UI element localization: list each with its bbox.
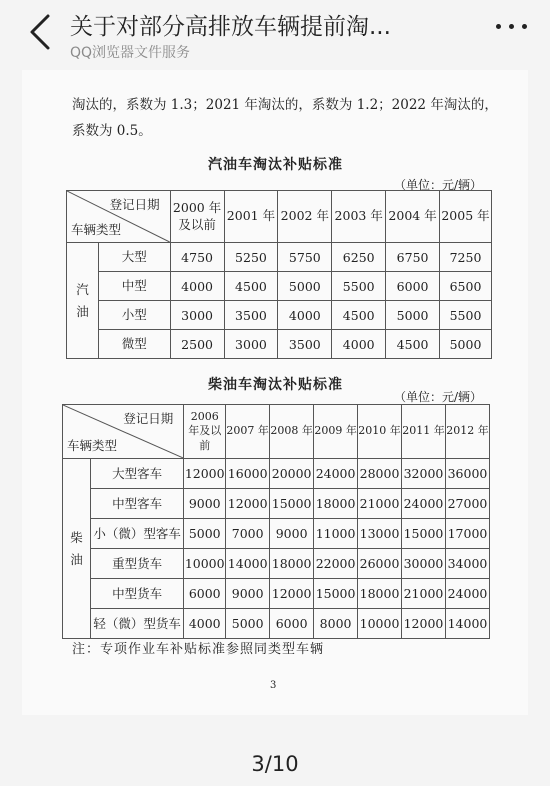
subsidy-value-cell: 36000 (445, 459, 489, 489)
fuel-group-label: 汽油 (67, 243, 99, 359)
subsidy-value-cell: 5500 (440, 301, 492, 330)
diesel-subsidy-table (62, 404, 490, 639)
app-header (0, 0, 550, 66)
subsidy-value-cell: 4000 (332, 330, 386, 359)
subsidy-value-cell: 26000 (358, 549, 402, 579)
body-paragraph: 淘汰的，系数为 1.3；2021 年淘汰的，系数为 1.2；2022 年淘汰的，系数为 0.5。 (72, 97, 498, 139)
subsidy-value-cell: 16000 (226, 459, 270, 489)
table-corner-header (63, 405, 184, 459)
subsidy-value-cell: 6000 (270, 609, 314, 639)
subsidy-value-cell: 13000 (358, 519, 402, 549)
gasoline-subsidy-table (66, 190, 492, 359)
vehicle-type-cell: 重型货车 (90, 549, 183, 579)
corner-date-label: 登记日期 (109, 197, 160, 212)
column-header: 2010 年 (358, 405, 402, 459)
subsidy-value-cell: 15000 (314, 579, 358, 609)
subsidy-value-cell: 3000 (224, 330, 278, 359)
subsidy-value-cell: 3500 (224, 301, 278, 330)
gasoline-table-caption: 汽油车淘汰补贴标准 (208, 157, 343, 173)
subsidy-value-cell: 18000 (270, 549, 314, 579)
table-row (63, 549, 490, 579)
column-header: 2001 年 (224, 191, 278, 243)
column-header: 2002 年 (278, 191, 332, 243)
table-row (67, 272, 492, 301)
document-page (22, 70, 528, 715)
table-footnote: 注：专项作业车补贴标准参照同类型车辆 (72, 642, 325, 657)
subsidy-value-cell: 4000 (184, 609, 226, 639)
subsidy-value-cell: 28000 (358, 459, 402, 489)
subsidy-value-cell: 5250 (224, 243, 278, 272)
subsidy-value-cell: 5750 (278, 243, 332, 272)
subsidy-value-cell: 9000 (226, 579, 270, 609)
subsidy-value-cell: 15000 (402, 519, 446, 549)
subsidy-value-cell: 6750 (386, 243, 440, 272)
subsidy-value-cell: 5000 (278, 272, 332, 301)
subsidy-value-cell: 15000 (270, 489, 314, 519)
subsidy-value-cell: 34000 (445, 549, 489, 579)
corner-type-label: 车辆类型 (71, 222, 122, 237)
subsidy-value-cell: 5500 (332, 272, 386, 301)
subsidy-value-cell: 18000 (358, 579, 402, 609)
table-corner-header (67, 191, 171, 243)
subsidy-value-cell: 9000 (270, 519, 314, 549)
subsidy-value-cell: 10000 (184, 549, 226, 579)
subsidy-value-cell: 24000 (445, 579, 489, 609)
subsidy-value-cell: 12000 (226, 489, 270, 519)
document-title: 关于对部分高排放车辆提前淘... (70, 14, 391, 40)
column-header: 2004 年 (386, 191, 440, 243)
table-row (67, 301, 492, 330)
vehicle-type-cell: 大型客车 (90, 459, 183, 489)
subsidy-value-cell: 22000 (314, 549, 358, 579)
vehicle-type-cell: 中型 (98, 272, 170, 301)
subsidy-value-cell: 8000 (314, 609, 358, 639)
subsidy-value-cell: 24000 (314, 459, 358, 489)
subsidy-value-cell: 12000 (402, 609, 446, 639)
page-number: 3 (270, 680, 277, 691)
vehicle-type-cell: 小（微）型客车 (90, 519, 183, 549)
table-row (63, 489, 490, 519)
column-header: 2009 年 (314, 405, 358, 459)
column-header: 2011 年 (402, 405, 446, 459)
column-header: 2006 年及以前 (184, 405, 226, 459)
subsidy-value-cell: 3500 (278, 330, 332, 359)
subsidy-value-cell: 4000 (278, 301, 332, 330)
subsidy-value-cell: 10000 (358, 609, 402, 639)
subsidy-value-cell: 4000 (170, 272, 224, 301)
subsidy-value-cell: 3000 (170, 301, 224, 330)
subsidy-value-cell: 5000 (226, 609, 270, 639)
table-row (63, 459, 490, 489)
subsidy-value-cell: 2500 (170, 330, 224, 359)
subsidy-value-cell: 11000 (314, 519, 358, 549)
subsidy-value-cell: 7000 (226, 519, 270, 549)
vehicle-type-cell: 中型货车 (90, 579, 183, 609)
table-row (63, 579, 490, 609)
subsidy-value-cell: 4750 (170, 243, 224, 272)
subsidy-value-cell: 18000 (314, 489, 358, 519)
subsidy-value-cell: 4500 (224, 272, 278, 301)
vehicle-type-cell: 大型 (98, 243, 170, 272)
vehicle-type-cell: 中型客车 (90, 489, 183, 519)
subsidy-value-cell: 32000 (402, 459, 446, 489)
subsidy-value-cell: 17000 (445, 519, 489, 549)
subsidy-value-cell: 14000 (226, 549, 270, 579)
table-row (67, 243, 492, 272)
column-header: 2008 年 (270, 405, 314, 459)
corner-type-label: 车辆类型 (67, 438, 118, 453)
gasoline-unit-label: （单位：元/辆） (394, 178, 483, 192)
subsidy-value-cell: 6250 (332, 243, 386, 272)
fuel-group-label: 柴油 (63, 459, 91, 639)
subsidy-value-cell: 6000 (386, 272, 440, 301)
vehicle-type-cell: 小型 (98, 301, 170, 330)
page-indicator: 3/10 (251, 752, 299, 776)
service-subtitle: QQ浏览器文件服务 (70, 45, 191, 61)
subsidy-value-cell: 9000 (184, 489, 226, 519)
subsidy-value-cell: 5000 (386, 301, 440, 330)
vehicle-type-cell: 轻（微）型货车 (90, 609, 183, 639)
back-arrow-icon[interactable] (26, 12, 56, 52)
column-header: 2000 年及以前 (170, 191, 224, 243)
subsidy-value-cell: 4500 (332, 301, 386, 330)
more-options-icon[interactable] (494, 24, 530, 36)
subsidy-value-cell: 27000 (445, 489, 489, 519)
subsidy-value-cell: 7250 (440, 243, 492, 272)
corner-date-label: 登记日期 (123, 411, 174, 426)
subsidy-value-cell: 4500 (386, 330, 440, 359)
table-row (63, 519, 490, 549)
subsidy-value-cell: 14000 (445, 609, 489, 639)
subsidy-value-cell: 12000 (184, 459, 226, 489)
subsidy-value-cell: 20000 (270, 459, 314, 489)
diesel-table-caption: 柴油车淘汰补贴标准 (208, 377, 343, 393)
subsidy-value-cell: 24000 (402, 489, 446, 519)
subsidy-value-cell: 30000 (402, 549, 446, 579)
table-row (63, 609, 490, 639)
subsidy-value-cell: 5000 (440, 330, 492, 359)
column-header: 2003 年 (332, 191, 386, 243)
column-header: 2005 年 (440, 191, 492, 243)
diesel-unit-label: （单位：元/辆） (394, 390, 483, 404)
subsidy-value-cell: 21000 (358, 489, 402, 519)
vehicle-type-cell: 微型 (98, 330, 170, 359)
subsidy-value-cell: 21000 (402, 579, 446, 609)
table-row (67, 330, 492, 359)
subsidy-value-cell: 6000 (184, 579, 226, 609)
subsidy-value-cell: 6500 (440, 272, 492, 301)
subsidy-value-cell: 12000 (270, 579, 314, 609)
column-header: 2012 年 (445, 405, 489, 459)
column-header: 2007 年 (226, 405, 270, 459)
subsidy-value-cell: 5000 (184, 519, 226, 549)
